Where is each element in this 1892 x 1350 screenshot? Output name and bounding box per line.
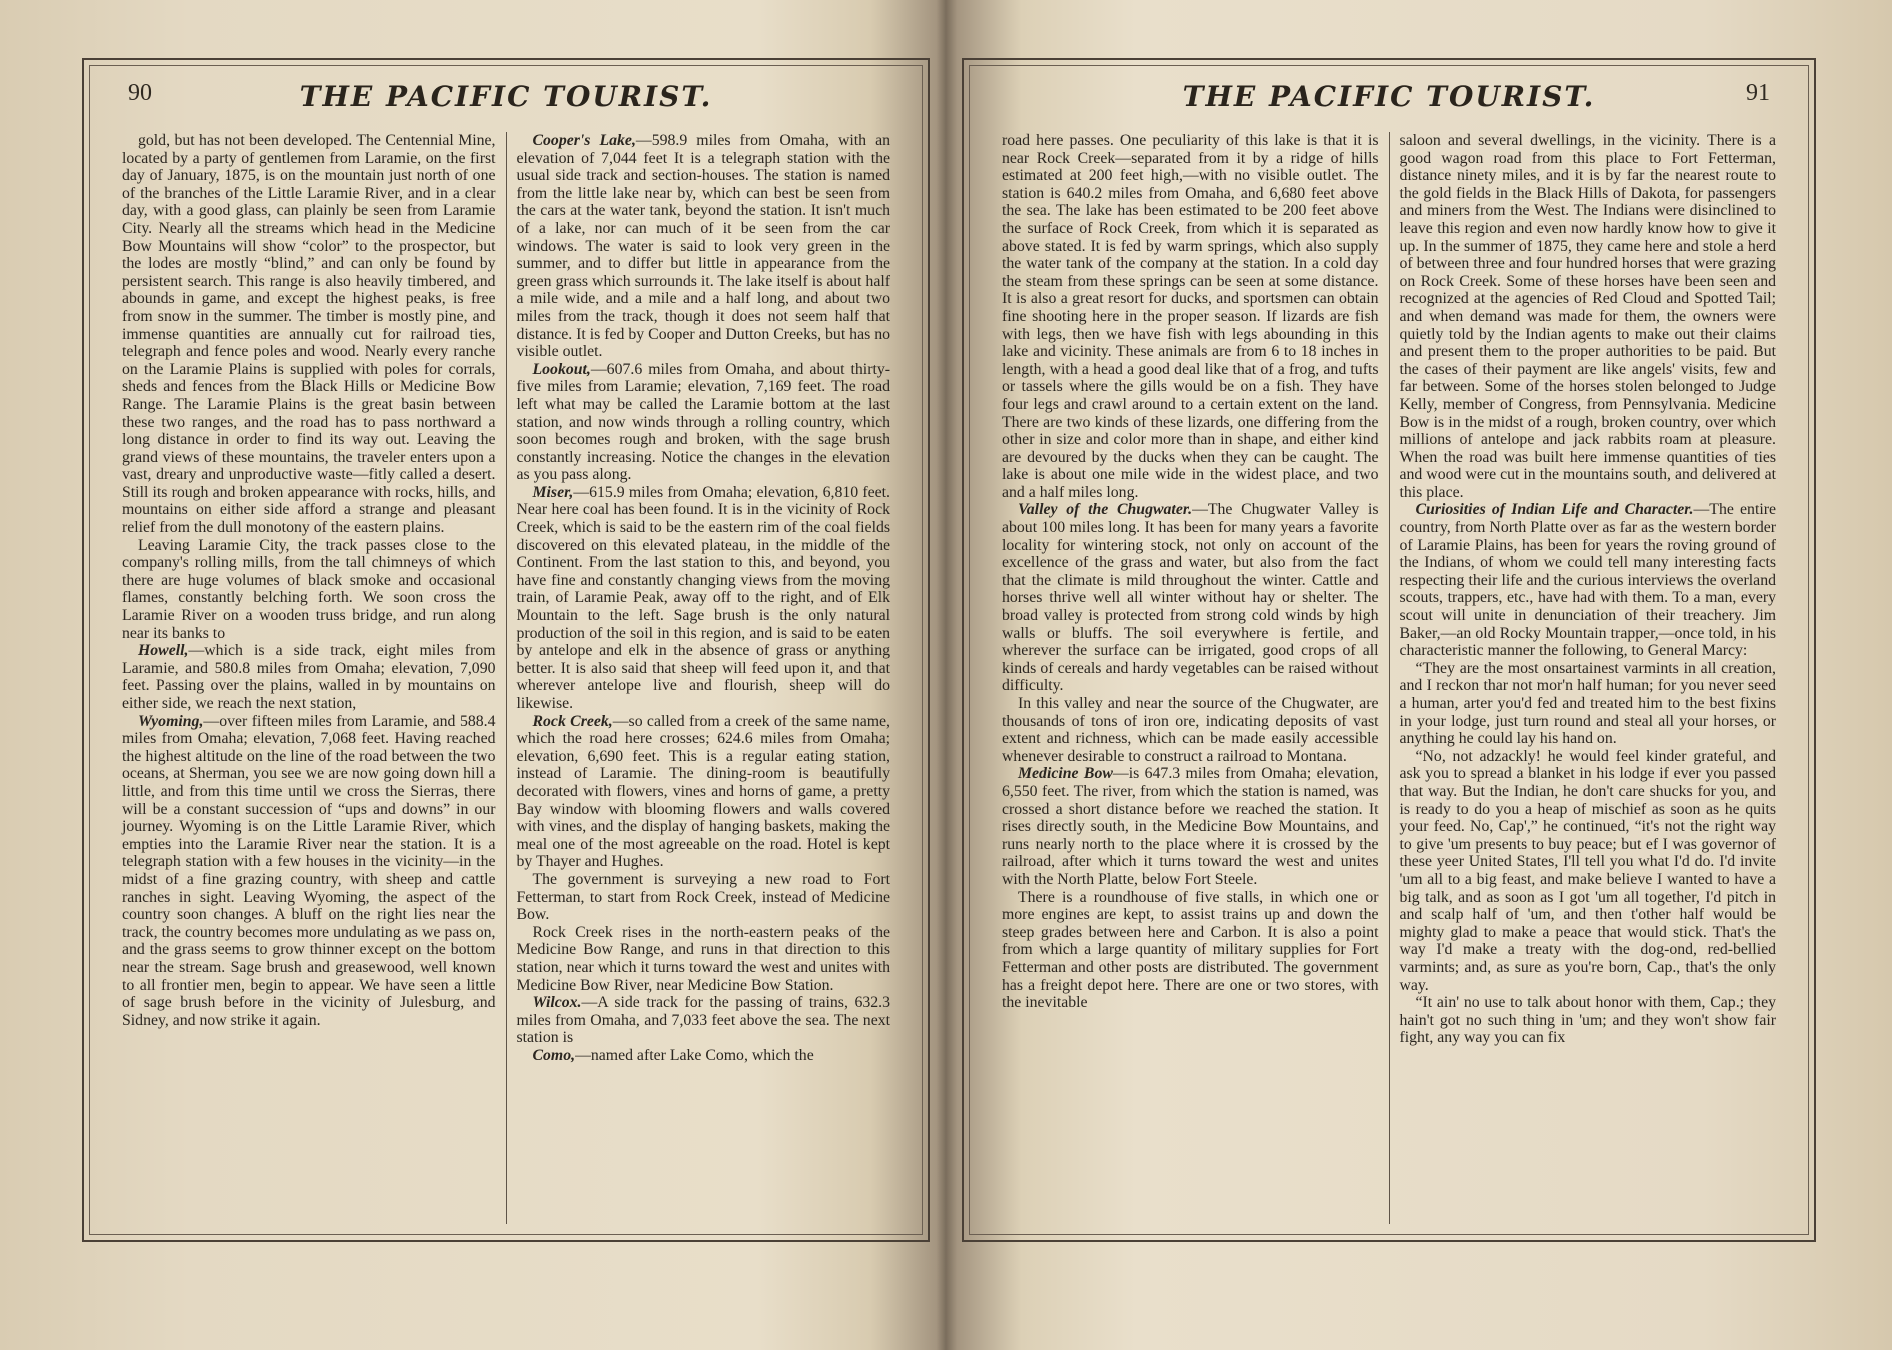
section-heading: Como, [532,1046,576,1064]
left-page-header [110,80,902,120]
paragraph [1400,501,1777,659]
paragraph-text: —so called from a creek of the same name, which the road here crosses; 624.6 miles from Omaha; elevation, 6,690 feet. This is a regular eating station, instead of Laramie. The dining-room is beautifully decorated with flowers, vines and horns of game, a pretty Bay window with blooming flowers and walls covered with vines, and the display of hanging baskets, making the meal one of the most agreeable on the road. Hotel is kept by Thayer and Hughes. [516,712,890,871]
section-heading: Rock Creek, [532,712,613,730]
paragraph-text: road here passes. One peculiarity of this lake is that it is near Rock Creek—separated from it by a ridge of hills estimated at 200 feet high,—with no visible outlet. The station is 640.2 miles from Omaha, and 6,680 feet above the sea. The lake has been estimated to be 200 feet above the surface of Rock Creek, from which it is separated as above stated. It is fed by warm springs, which also supply the water tank of the company at the station. In a cold day the steam from these springs can be seen at some distance. It is also a great resort for ducks, and sportsmen can obtain fine shooting here in the proper season. If lizards are fish with legs, then we have fish with legs abounding in this lake and vicinity. These animals are from 6 to 18 inches in length, with a head a good deal like that of a frog, and tufts or tassels where the gills would be on a fish. They have four legs and crawl around to a certain extent on the land. There are two kinds of these lizards, one differing from the other in size and color more than in shape, and either kind are devoured by the ducks when they can be caught. The lake is about one mile wide in the widest place, and two and a half miles long. [1002,132,1379,501]
page-number: 90 [128,80,152,106]
paragraph-text: “No, not adzackly! he would feel kinder grateful, and ask you to spread a blanket in his lodge if ever you passed that way. But the Indian, he don't care shucks for you, and is ready to do you a heap of mischief as soon as he quits your feed. No, Cap',” he continued, “it's not the right way to give 'um presents to buy peace; but ef I was governor of these yeer United States, I'll tell you what I'd do. I'd invite 'um all to a big feast, and make believe I wanted to have a big talk, and as soon as I got 'um all together, I'd pitch in and scalp half of 'um, and then t'other half would be mighty glad to make a peace that would stick. That's the way I'd make a treaty with the dog-ond, red-bellied varmints; and, as sure as you're born, Cap., that's the only way. [1399,747,1776,994]
paragraph [517,361,891,484]
paragraph-text: —The entire country, from North Platte over as far as the western border of Laramie Plains, has been for years the roving ground of the Indians, of whom we could tell many interesting facts respecting their life and the curious interviews the overland scouts, trappers, etc., have had with them. To a man, every scout will unite in denunciation of their treachery. Jim Baker,—an old Rocky Mountain trapper,—once told, in his characteristic manner the following, to General Marcy: [1399,501,1776,660]
section-heading: Howell, [138,642,189,660]
paragraph [517,994,891,1047]
paragraph [1400,660,1777,748]
paragraph [517,132,891,361]
paragraph [1002,889,1379,1012]
paragraph-text: —607.6 miles from Omaha, and about thirty-five miles from Laramie; elevation, 7,169 feet. The road left what may be called the Laramie bottom at the last station, and now winds through a rolling country, which soon becomes rough and broken, with the sage brush constantly increasing. Notice the changes in the elevation as you pass along. [516,360,890,484]
paragraph [517,484,891,713]
paragraph [517,871,891,924]
column [506,132,901,1224]
column [1389,132,1787,1224]
paragraph [122,642,496,712]
paragraph [122,537,496,643]
right-page-columns [992,132,1786,1224]
paragraph-text: gold, but has not been developed. The Centennial Mine, located by a party of gentlemen from Laramie, on the first day of January, 1875, is on the mountain just north of one of the branches of the Little Laramie River, and in a clear day, with a good glass, can plainly be seen from Laramie City. Nearly all the streams which head in the Medicine Bow Mountains will show “color” to the prospector, but the lodes are mostly “blind,” and can only be found by persistent search. This range is also heavily timbered, and abounds in game, and except the highest peaks, is free from snow in the summer. The timber is mostly pine, and immense quantities are annually cut for railroad ties, telegraph and fence poles and wood. Nearly every ranche on the Laramie Plains is supplied with poles for corrals, sheds and fences from the Black Hills or Medicine Bow Range. The Laramie Plains is the great basin between these two ranges, and the road has to pass northward a long distance in order to find its way out. Leaving the grand views of these mountains, the traveler enters upon a vast, dreary and unproductive waste—fitly called a desert. Still its rough and broken appearance with rocks, hills, and mountains on either side afford a strange and pleasant relief from the dull monotony of the eastern plains. [122,132,496,537]
paragraph-text: —is 647.3 miles from Omaha; elevation, 6,550 feet. The river, from which the station is named, was crossed a short distance before we reached the station. It rises directly south, in the Medicine Bow Mountains, and runs nearly north to the place where it is crossed by the railroad, after which it turns toward the west and unites with the North Platte, below Fort Steele. [1002,765,1379,888]
running-title: THE PACIFIC TOURIST. [1182,80,1596,113]
paragraph [1002,132,1379,501]
paragraph-text: Leaving Laramie City, the track passes close to the company's rolling mills, from the tall chimneys of which there are huge volumes of black smoke and occasional flames, constantly belching forth. We soon cross the Laramie River on a wooden truss bridge, and run along near its banks to [122,536,496,642]
left-page [82,58,930,1242]
paragraph [1002,501,1379,695]
section-heading: Valley of the Chugwater. [1018,501,1193,519]
paragraph [122,132,496,537]
paragraph-text: —The Chugwater Valley is about 100 miles long. It has been for many years a favorite locality for wintering stock, not only on account of the excellence of the grass and water, but also from the fact that the climate is mild throughout the winter. Cattle and horses thrive well all winter without hay or shelter. The broad valley is protected from strong cold winds by high walls or bluffs. The soil everywhere is fertile, and wherever the surface can be irrigated, good crops of all kinds of cereals and hardy vegetables can be raised without difficulty. [1002,501,1379,695]
paragraph [122,713,496,1030]
section-heading: Medicine Bow [1018,765,1113,783]
right-page-header [990,80,1788,120]
section-heading: Lookout, [532,360,591,378]
paragraph-text: There is a roundhouse of five stalls, in which one or more engines are kept, to assist trains up and down the steep grades between here and Carbon. It is also a point from which a large quantity of military supplies for Fort Fetterman and other posts are distributed. The government has a freight depot here. There are one or two stores, with the inevitable [1002,888,1379,1012]
paragraph-text: —598.9 miles from Omaha, with an elevation of 7,044 feet It is a telegraph station with the usual side track and section-houses. The station is named from the little lake near by, which can best be seen from the cars at the water tank, beyond the station. It isn't much of a lake, nor can much of it be seen from the car windows. The water is said to look very green in the summer, and to differ but little in appearance from the green grass which surrounds it. The lake itself is about half a mile wide, and a mile and a half long, and about two miles from the track, though it does not seem half that distance. It is fed by Cooper and Dutton Creeks, but has no visible outlet. [516,132,890,361]
paragraph-text: —615.9 miles from Omaha; elevation, 6,810 feet. Near here coal has been found. It is in the vicinity of Rock Creek, which is said to be the eastern rim of the coal fields discovered on this elevated plateau, in the middle of the Continent. From the last station to this, and beyond, you have fine and constantly changing views from the moving train, of Laramie Peak, away off to the right, and of Elk Mountain to the left. Sage brush is the only natural production of the soil in this region, and is said to be eaten by antelope and elk in the absence of grass or anything better. It is also said that sheep will feed upon it, and that wherever antelope live and flourish, sheep will do likewise. [516,483,890,712]
paragraph-text: The government is surveying a new road to Fort Fetterman, to start from Rock Creek, instead of Medicine Bow. [516,870,890,924]
page-number: 91 [1746,80,1770,106]
paragraph [517,924,891,994]
paragraph-text: In this valley and near the source of the Chugwater, are thousands of tons of iron ore, indicating deposits of vast extent and richness, which can be made easily accessible whenever desirable to construct a railroad to Montana. [1002,695,1379,765]
paragraph-text: “It ain' no use to talk about honor with them, Cap.; they hain't got no such thing in 'um; and they won't show fair fight, any way you can fix [1399,994,1776,1047]
running-title: THE PACIFIC TOURIST. [299,80,713,113]
left-page-columns [112,132,900,1224]
paragraph-text: —over fifteen miles from Laramie, and 588.4 miles from Omaha; elevation, 7,068 feet. Having reached the highest altitude on the line of the road between the two oceans, at Sherman, you see we are now going down hill a little, and from this time until we cross the Sierras, there will be a constant succession of “ups and downs” in our journey. Wyoming is on the Little Laramie River, which empties into the Laramie River near the station. It is a telegraph station with a few houses in the vicinity—in the midst of a fine grazing country, with sheep and cattle ranches in sight. Leaving Wyoming, the aspect of the country soon changes. A bluff on the right lies near the track, the country becomes more undulating as we pass on, and the grass seems to grow thinner except on the bottom near the stream. Sage brush and greasewood, well known to all frontier men, begin to appear. We have seen a little of sage brush before in the vicinity of Julesburg, and Sidney, and now strike it again. [122,712,496,1029]
paragraph [1400,994,1777,1047]
paragraph-text: —named after Lake Como, which the [575,1046,814,1064]
section-heading: Wyoming, [138,712,204,730]
paragraph-text: “They are the most onsartainest varmints in all creation, and I reckon thar not mor'n half human; for you never seed a human, arter you'd fed and treated him to the best fixins in your lodge, just turn round and steal all your horses, or anything he could lay his hand on. [1399,659,1776,748]
paragraph [517,1047,891,1065]
section-heading: Wilcox. [532,994,582,1012]
paragraph [1400,748,1777,994]
section-heading: Curiosities of Indian Life and Character. [1415,501,1694,519]
column [112,132,506,1224]
section-heading: Miser, [532,483,574,501]
paragraph [1002,765,1379,888]
section-heading: Cooper's Lake, [532,132,636,149]
paragraph [1002,695,1379,765]
paragraph [517,713,891,871]
right-page [962,58,1816,1242]
paragraph-text: —A side track for the passing of trains, 632.3 miles from Omaha, and 7,033 feet above the sea. The next station is [516,994,890,1047]
paragraph-text: —which is a side track, eight miles from Laramie, and 580.8 miles from Omaha; elevation, 7,090 feet. Passing over the plains, walled in by mountains on either side, we reach the next station, [122,642,496,712]
paragraph-text: Rock Creek rises in the north-eastern peaks of the Medicine Bow Range, and runs in that direction to this station, near which it turns toward the west and unites with Medicine Bow River, near Medicine Bow Station. [516,923,890,994]
paragraph-text: saloon and several dwellings, in the vicinity. There is a good wagon road from this place to Fort Fetterman, distance ninety miles, and it is by far the nearest route to the gold fields in the Black Hills of Dakota, for passengers and miners from the West. The Indians were disinclined to leave this region and even now hardly know how to give it up. In the summer of 1875, they came here and stole a herd of between three and four hundred horses that were grazing on Rock Creek. Some of these horses have been seen and recognized at the agencies of Red Cloud and Spotted Tail; and when demand was made for them, the owners were quietly told by the Indian agents to make out their claims and present them to the proper authorities to be paid. But the cases of their payment are like angels' visits, few and far between. Some of the horses stolen belonged to Judge Kelly, member of Congress, from Pennsylvania. Medicine Bow is in the midst of a rough, broken country, over which millions of antelope and jack rabbits roam at pleasure. When the road was built here immense quantities of ties and wood were cut in the mountains south, and delivered at this place. [1399,132,1776,501]
paragraph [1400,132,1777,501]
column [992,132,1389,1224]
